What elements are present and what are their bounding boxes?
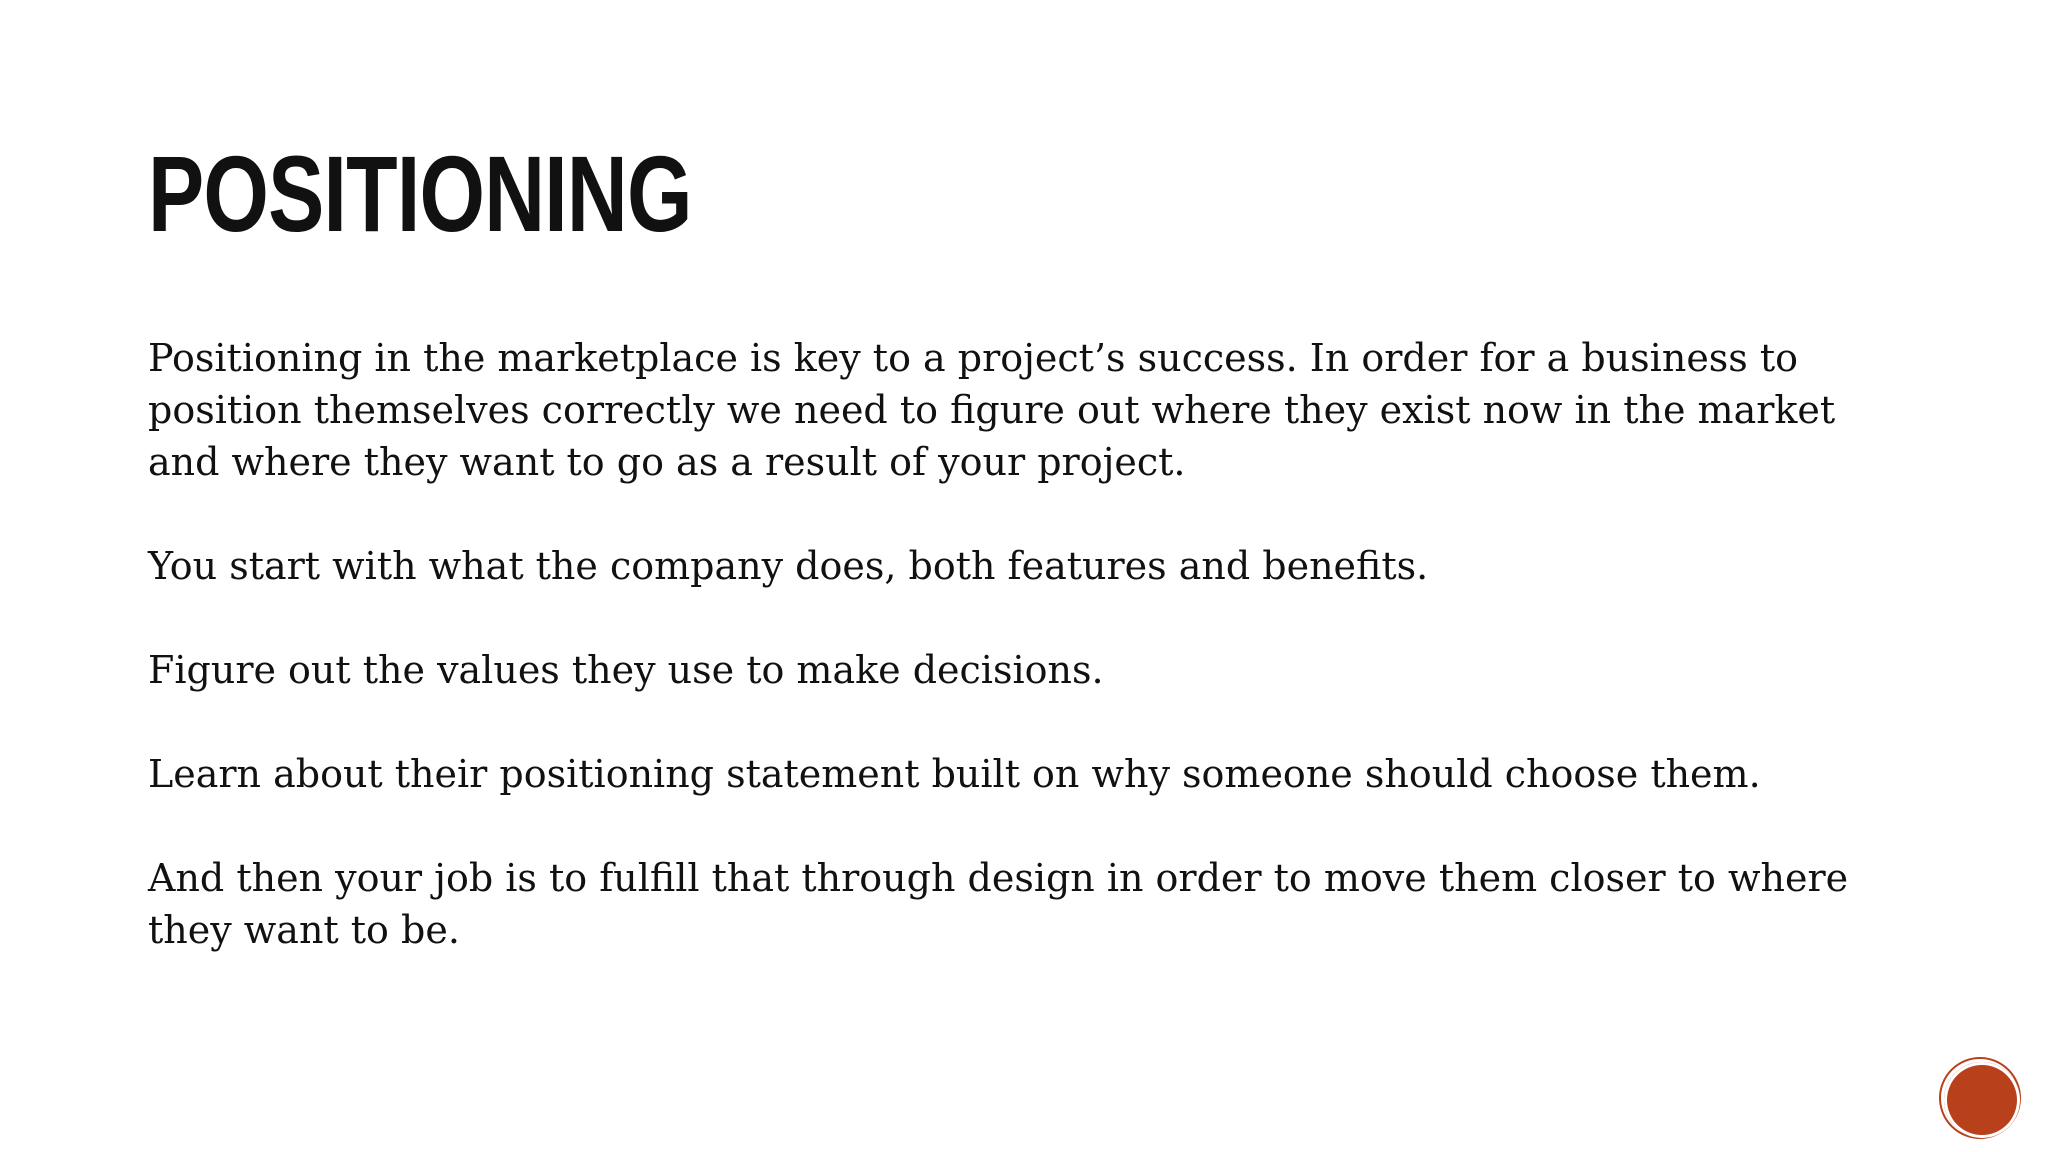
paragraph-2: You start with what the company does, both features and benefits. [148,544,1429,588]
paragraph-4: Learn about their positioning statement built on why someone should choose them. [148,752,1761,796]
slide-body [148,332,1908,956]
circle-badge-icon [1944,1062,2020,1138]
slide-title: POSITIONING [148,133,692,254]
paragraph-5: And then your job is to fulfill that through design in order to move them closer to where they want to be. [148,856,1849,952]
paragraph-1: Positioning in the marketplace is key to a project’s success. In order for a business to position themselves correctly we need to figure out where they exist now in the market and where they want to go as a result of your project. [148,336,1836,484]
paragraph-3: Figure out the values they use to make decisions. [148,648,1104,692]
